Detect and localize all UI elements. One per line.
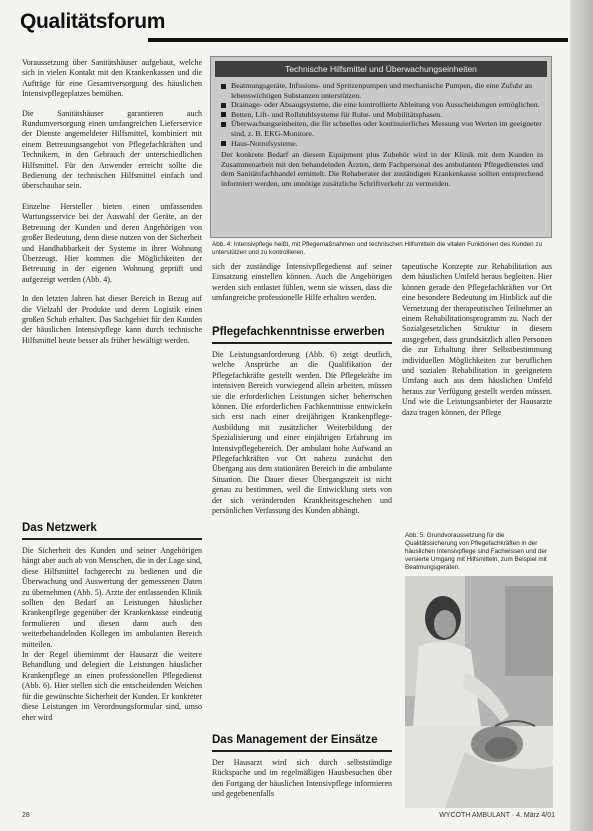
info-box bbox=[210, 56, 552, 238]
list-item: Drainage- oder Absaugsysteme, die eine kontrollierte Ableitung von Ausscheidungen ermöglichen. bbox=[221, 100, 545, 110]
header-rule bbox=[148, 38, 568, 42]
section-title: Das Netzwerk bbox=[22, 522, 97, 534]
photo-illustration bbox=[405, 576, 553, 808]
col2-top-text: sich der zuständige Intensivpflegedienst auf seiner Einsatzung einstellen können. Auch die Angehörigen werden sich entlastet fühlen, wenn sie wissen, dass die umfangreiche professionelle Hilfe erhalten werden. bbox=[212, 262, 392, 303]
section-netzwerk bbox=[22, 522, 202, 723]
info-box-heading: Technische Hilfsmittel und Überwachungseinheiten bbox=[215, 61, 547, 77]
page-number: 28 bbox=[22, 812, 30, 819]
netzwerk-paragraph: In der Regel übernimmt der Hausarzt die weitere Behandlung und delegiert die Leistungen häuslicher Krankenpflege an einen professionellen Pflegedienst (Abb. 6). Hier stellen sich die entscheidenden Weichen für die gewünschte Sicherheit der Kunden. Er konkreter diese Leistungen im Verordnungsformular sind, umso eher wird bbox=[22, 650, 202, 722]
pflege-text: Die Leistungsanforderung (Abb. 6) zeigt deutlich, welche Ansprüche an die Qualifikation der Pflegefachkräfte gestellt werden. Die Pflegekräfte im intensiven Bereich vorwiegend allein arbeiten, müssen sie die erforderlichen Leistungen sicher beherrschen können. Die erforderlichen Fachkenntnisse entwickeln sich erst nach einer dreijährigen Krankenpflege-Ausbildung mit zusätzlicher Weiterbildung der Spezialisierung und einer einjährigen Erfahrung im Intensivpflegebereich. Der ambulant hohe Aufwand an Pflegefachkräften vor Ort nahezu zunächst den Übergang aus dem stationären Bereich in die ambulante Situation. Die Dauer dieser Übergangszeit ist nicht genau zu bestimmen, weil die Entwicklung stets von der sich verändernden Krankheitsgeschehen und persönlichen Verfassung des Kunden abhängt. bbox=[212, 350, 392, 516]
list-item: Betten, Lift- und Rollstuhlsysteme für Ruhe- und Mobilitätsphasen. bbox=[221, 110, 545, 120]
col1-paragraph: Einzelne Hersteller bieten einen umfassenden Wartungsservice bei der Auswahl der Geräte, an der Betreuung der Kunden und deren Angehörigen von großer Bedeutung, denn diese nutzen von der Sicherheit und Handhabbarkeit der Systeme in ihrer Wohnung Überzeugt. Hier kommen die Möglichkeiten der Betreuung in der eigenen Wohnung geprüft und aufgezeigt werden (Abb. 4). bbox=[22, 201, 202, 284]
netzwerk-text bbox=[22, 546, 202, 723]
list-item: Beatmungsgeräte, Infusions- und Spritzenpumpen und mechanische Pumpen, die eine Zufuhr an lebenswichtigen Substanzen unterstützen. bbox=[221, 81, 545, 100]
caption-abb4: Abb. 4: Intensivpflege heißt, mit Pflegemaßnahmen und technischen Hilfsmitteln die vitalen Funktionen des Kunden zu unterstützen und zu kontrollieren. bbox=[212, 241, 543, 256]
col3-top-text: tapeutische Konzepte zur Rehabilitation aus dem häuslichen Umfeld heraus begleiten. Hier können gerade den Pflegefachkräften vor Ort eine besondere Bedeutung im Hinblick auf die Vernetzung der therapeutischen Teilnehmer an einem Rehabilitationsprogramm zu. Nach der Sozialgesetzlichen Struktur in diesem ausgegeben, dass grundsätzlich allen Personen die zur Erhaltung ihrer Selbstbestimmung individuellen Möglichkeiten zur beruflichen und sozialen Rehabilitation in geeignetem Umfang auch aus dem häuslichen Umfeld heraus zur Verfügung gestellt werden müssen. Und wie die Leistungsanbieter der Hausarzte dazu tragen können, der Pflege bbox=[402, 262, 552, 417]
management-text: Der Hausarzt wird sich durch selbstständige Rückspache und im regelmäßigen Hausbesuchen über den Fortgang der häuslichen Intensivpflege informieren und gegebenenfalls bbox=[212, 758, 392, 799]
page-header bbox=[20, 10, 565, 34]
section-title: Das Management der Einsätze bbox=[212, 734, 378, 746]
section-title: Pflegefachkenntnisse erwerben bbox=[212, 326, 385, 338]
section-rule bbox=[212, 750, 392, 752]
col1-paragraph: In den letzten Jahren hat dieser Bereich in Bezug auf die Vielzahl der Produkte und deren Logistik einen großen Schub erhalten. Das Sachgebiet für den Kunden der häuslichen Intensivpflege kann durch technische Hilfsmittel heute besser als früher bewältigt werden. bbox=[22, 294, 202, 345]
col1-paragraph: Die Sanitätshäuser garantieren auch Rundumversorgung einen umfangreichen Lieferservice der Dienste angemeldeter Hilfsmittel, kombiniert mit einem Betreuungsangebot von Pflegefachkräften und Technikern, in den Gebrauch der unterschiedlichen Hilfsmittel. Für den Anwender erreicht sollte die Bedienung der technischen Hilfsmittel einfach und überschaubar sein. bbox=[22, 108, 202, 191]
info-box-paragraph: Der konkrete Bedarf an diesem Equipment plus Zubehör wird in der Klinik mit dem Kunden in Zusammenarbeit mit den behandelnden Ärzten, dem Fachpersonal des ambulanten Pflegedienstes und dem Sanitätsfachhandel ermittelt. Die Rehaberater der zuständigen Krankenkasse sollten entsprechend informiert werden, um unnötige zusätzliche Schriftverkehr zu vermeiden. bbox=[221, 150, 543, 188]
journal-footer: WYCOTH AMBULANT · 4. März 4/01 bbox=[439, 812, 555, 819]
page-title: Qualitätsforum bbox=[20, 10, 166, 33]
section-pflegefachkenntnisse bbox=[212, 326, 392, 517]
section-rule bbox=[22, 538, 202, 540]
netzwerk-paragraph: Die Sicherheit des Kunden und seiner Angehörigen hängt aber auch ab von Menschen, die in der Lage sind, diese Hilfsmittel fachgerecht zu bedienen und die Überwachung und Auswertung der gemessenen Daten zu übernehmen (Abb. 5). Arzte der entlassenden Klinik sollten den Bedarf an Leistungen häuslicher Krankenpflege gegenüber der Krankenkasse eindeutig formulieren und diesen dann auch den weiterbehandelnden Kollegen im ambulanten Bereich mitteilen. bbox=[22, 546, 202, 649]
section-rule bbox=[212, 342, 392, 344]
section-management bbox=[212, 734, 392, 800]
list-item: Überwachungseinheiten, die für schnelles oder kontinuierliches Messung von Werten im geeigneter sind, z. B. EKG-Monitore. bbox=[221, 119, 545, 138]
page-spine-shadow bbox=[570, 0, 593, 831]
col1-text bbox=[22, 58, 202, 346]
caption-abb5: Abb. 5: Grundvoraussetzung für die Qualitätssicherung von Pflegefachkräften in der häuslichen Intensivpflege sind Fachwissen und der versierte Umgang mit Hilfsmitteln, zum Beispiel mit Beatmungsgeräten. bbox=[405, 532, 548, 571]
col1-paragraph: Voraussetzung über Sanitätshäuser aufgebaut, welche sich in vielen Kontakt mit den Krankenkassen und die Aufträge für eine Gesamtversorgung des häuslichen Intensivpflegeplatzes bemühen. bbox=[22, 58, 202, 99]
list-item: Haus-Notrufsysteme. bbox=[221, 139, 545, 149]
nurse-patient-photo bbox=[405, 576, 553, 808]
info-box-list bbox=[211, 81, 551, 148]
